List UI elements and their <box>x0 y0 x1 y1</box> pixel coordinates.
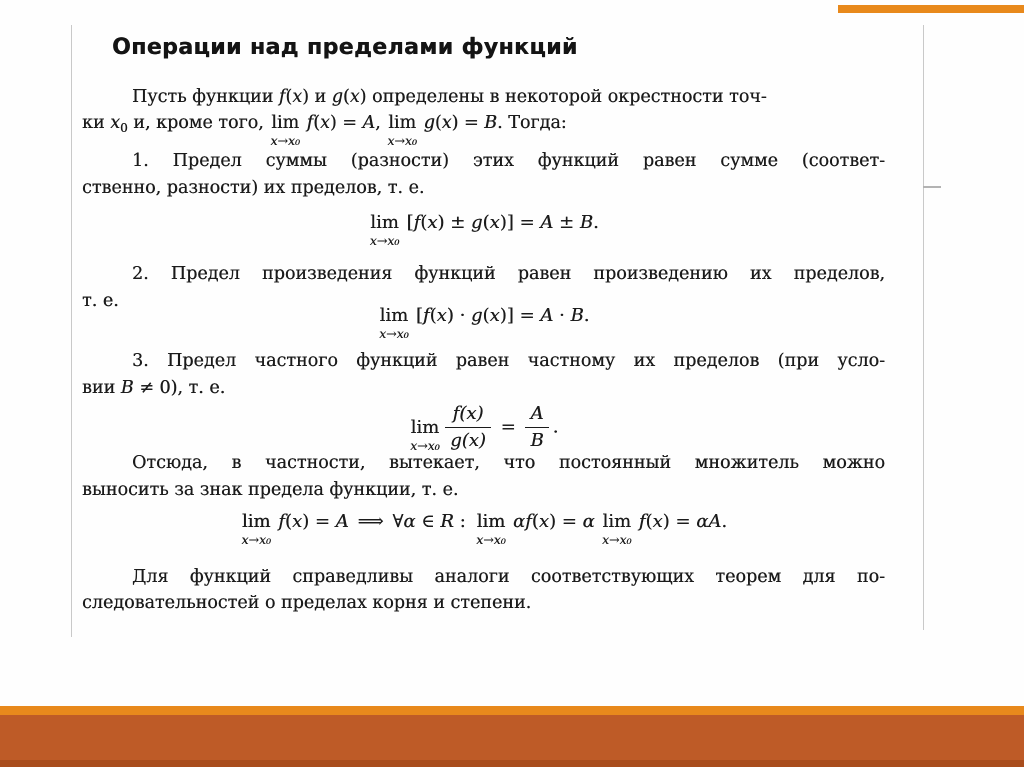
text-segment: Отсюда, в частности, вытекает, что постоянный множитель можно <box>132 453 885 473</box>
text-segment: [ <box>400 212 414 233</box>
text-segment: f <box>278 511 285 532</box>
content-frame-right-border <box>923 25 924 630</box>
limit-operator <box>241 511 272 547</box>
text-segment: x <box>652 511 663 532</box>
text-segment: f <box>278 87 286 107</box>
text-segment: ∈ <box>415 511 441 532</box>
text-segment: α <box>403 511 416 532</box>
limit-subscript: x→x₀ <box>410 437 440 453</box>
formula-constant-multiplier <box>82 511 885 547</box>
text-segment: ) = <box>329 113 363 133</box>
fraction <box>445 403 491 452</box>
limit-operator <box>387 112 417 148</box>
limit-word: lim <box>241 511 271 532</box>
fraction-denominator: B <box>530 430 544 451</box>
formula-limit-sum <box>82 212 885 248</box>
limit-subscript: x→x₀ <box>387 133 417 148</box>
text-segment: x <box>110 113 121 133</box>
limit-subscript: x→x₀ <box>270 133 300 148</box>
text-segment: ( <box>434 113 442 133</box>
text-segment: . <box>552 416 559 438</box>
content-frame-left-border <box>71 25 72 637</box>
limit-word: lim <box>388 113 417 133</box>
limit-subscript: x→x₀ <box>369 233 400 248</box>
text-segment: = <box>494 416 522 438</box>
text-segment: 2. Предел произведения функций равен произведению их пределов, <box>132 264 885 284</box>
text-segment: ) и <box>302 87 332 107</box>
formula-limit-product <box>82 305 885 341</box>
top-right-accent-bar <box>838 5 1024 13</box>
text-segment: ственно, разности) их пределов, т. е. <box>82 178 425 198</box>
formula-limit-quotient <box>82 403 885 452</box>
text-segment: A <box>540 305 554 326</box>
fraction-denominator: g(x) <box>450 430 486 451</box>
frame-tick <box>923 186 941 188</box>
text-segment: Для функций справедливы аналоги соответствующих теорем для по- <box>132 567 885 587</box>
text-segment: A <box>708 511 722 532</box>
text-segment: )] = <box>499 212 541 233</box>
paragraph-line <box>132 350 885 372</box>
text-segment: ( <box>313 113 320 133</box>
text-segment: f <box>422 305 430 326</box>
text-segment: g <box>470 212 483 233</box>
text-segment <box>595 511 601 532</box>
text-segment: ( <box>420 212 428 233</box>
text-segment: 1. Предел суммы (разности) этих функций равен сумме (соответ- <box>132 151 885 171</box>
text-segment: и, кроме того, <box>127 113 270 133</box>
text-segment: ) = <box>548 511 583 532</box>
text-segment: вии <box>82 378 121 398</box>
paragraph-line <box>132 150 885 172</box>
limit-word: lim <box>271 113 300 133</box>
text-segment: ) определены в некоторой окрестности точ- <box>359 87 767 107</box>
paragraph-line <box>82 112 885 148</box>
text-segment: ) = <box>451 113 485 133</box>
text-segment: ки <box>82 113 111 133</box>
text-segment: α <box>696 511 709 532</box>
text-segment: : <box>453 511 475 532</box>
text-segment: ( <box>531 511 539 532</box>
text-segment: f <box>638 511 646 532</box>
text-segment: x <box>427 212 438 233</box>
text-segment: g <box>470 305 483 326</box>
fraction-numerator: f(x) <box>445 403 491 428</box>
paragraph-line <box>82 479 885 501</box>
text-segment: α <box>582 511 595 532</box>
paragraph-line <box>132 263 885 285</box>
fraction <box>525 403 548 452</box>
bottom-band-dark <box>0 760 1024 767</box>
text-segment: т. е. <box>82 291 119 311</box>
text-segment: ( <box>284 511 292 532</box>
text-segment: ⟹ ∀ <box>348 511 404 532</box>
limit-word: lim <box>370 212 399 233</box>
text-segment: x <box>489 305 500 326</box>
text-segment: . <box>583 305 590 326</box>
limit-word: lim <box>602 511 632 532</box>
text-segment: ( <box>645 511 653 532</box>
text-segment: A <box>362 113 376 133</box>
text-segment: x <box>441 113 452 133</box>
text-segment: B <box>570 305 584 326</box>
text-segment: ( <box>482 305 490 326</box>
text-segment: A <box>335 511 349 532</box>
text-segment: ) · <box>446 305 471 326</box>
text-segment: ) = <box>662 511 697 532</box>
text-segment: . Тогда: <box>497 113 567 133</box>
text-segment: выносить за знак предела функции, т. е. <box>82 480 459 500</box>
text-segment: ) ± <box>437 212 471 233</box>
text-segment: Пусть функции <box>132 87 279 107</box>
bottom-accent-stripe <box>0 706 1024 715</box>
slide-title: Операции над пределами функций <box>112 35 578 60</box>
paragraph-line <box>82 592 885 614</box>
text-segment: )] = <box>499 305 541 326</box>
text-segment: ) = <box>302 511 336 532</box>
text-segment: x <box>436 305 447 326</box>
text-segment: x <box>538 511 549 532</box>
limit-operator <box>369 212 400 248</box>
text-segment: [ <box>410 305 423 326</box>
limit-operator <box>476 511 506 547</box>
limit-operator <box>379 305 409 341</box>
text-segment: α <box>512 511 526 532</box>
text-segment: A <box>540 212 554 233</box>
text-segment: . <box>593 212 599 233</box>
fraction-numerator: A <box>525 403 548 428</box>
text-segment: R <box>440 511 454 532</box>
text-segment: f <box>525 511 532 532</box>
text-segment: ( <box>342 87 350 107</box>
text-segment: ( <box>429 305 437 326</box>
text-segment: следовательностей о пределах корня и степени. <box>82 593 532 613</box>
text-segment: ≠ 0), т. е. <box>133 378 226 398</box>
text-segment: B <box>484 113 498 133</box>
text-segment: x <box>319 113 330 133</box>
paragraph-line <box>82 177 885 199</box>
text-segment: ( <box>482 212 490 233</box>
text-segment: f <box>413 212 421 233</box>
text-segment: · <box>553 305 571 326</box>
paragraph-line <box>132 86 885 108</box>
text-segment: g <box>331 87 343 107</box>
text-segment: x <box>489 212 500 233</box>
text-segment: . <box>721 511 728 532</box>
paragraph-line <box>82 377 885 399</box>
text-segment: ( <box>285 87 293 107</box>
text-segment: B <box>120 378 134 398</box>
text-segment: ± <box>553 212 580 233</box>
limit-operator <box>410 416 440 453</box>
limit-subscript: x→x₀ <box>476 532 506 547</box>
limit-subscript: x→x₀ <box>379 326 409 341</box>
paragraph-line <box>132 452 885 474</box>
text-segment: 0 <box>120 121 128 135</box>
text-segment: x <box>292 87 303 107</box>
bottom-band <box>0 715 1024 760</box>
text-segment: x <box>349 87 360 107</box>
text-segment: B <box>579 212 594 233</box>
limit-operator <box>270 112 300 148</box>
limit-subscript: x→x₀ <box>241 532 272 547</box>
text-segment: g <box>423 113 435 133</box>
text-segment: 3. Предел частного функций равен частному их пределов (при усло- <box>132 351 885 371</box>
limit-word: lim <box>476 511 506 532</box>
limit-subscript: x→x₀ <box>601 532 632 547</box>
text-segment: , <box>375 113 387 133</box>
text-segment: f <box>306 113 314 133</box>
text-segment: x <box>291 511 303 532</box>
limit-operator <box>601 511 632 547</box>
paragraph-line <box>132 566 885 588</box>
limit-word: lim <box>379 305 409 326</box>
limit-word: lim <box>410 416 440 438</box>
